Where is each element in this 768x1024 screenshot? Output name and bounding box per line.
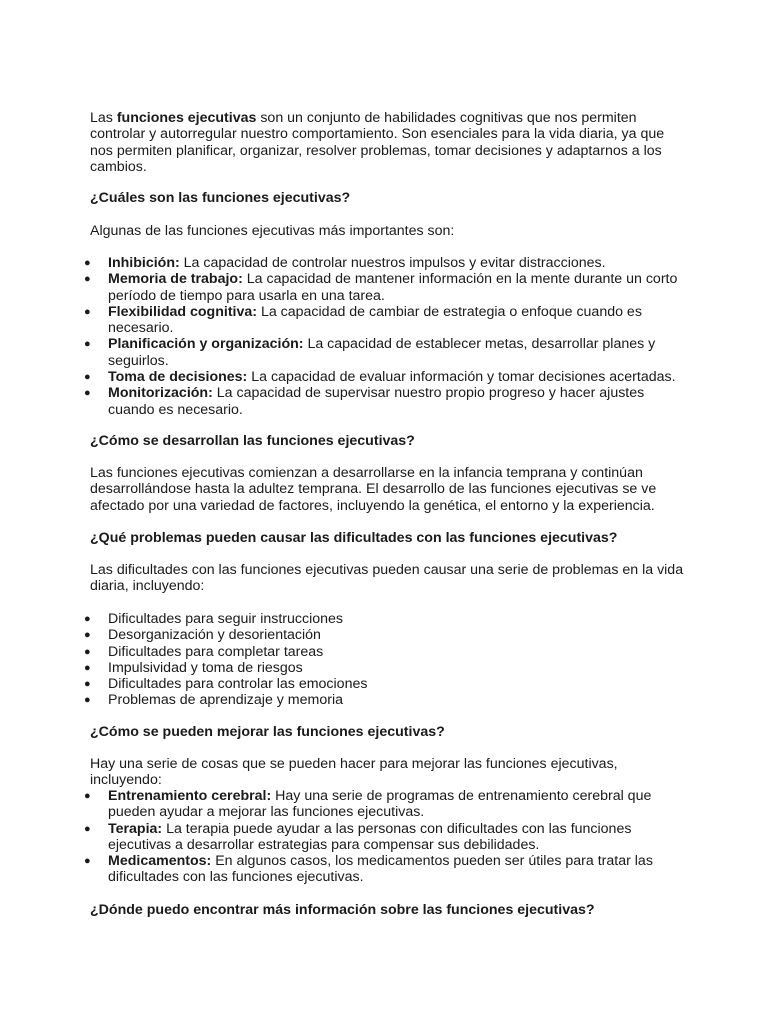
list-item-term: Terapia: [108,820,163,837]
list-item [90,271,688,304]
list-item-text: Hay una serie de programas de entrenamiento cerebral que pueden ayudar a mejorar las funciones ejecutivas. [108,788,652,821]
list-item-term: Flexibilidad cognitiva: [108,303,257,320]
section-lead-mejorar: Hay una serie de cosas que se pueden hacer para mejorar las funciones ejecutivas, incluyendo: [90,756,618,789]
list-item [90,304,688,337]
list-item [90,821,688,854]
list-item-text: En algunos casos, los medicamentos pueden ser útiles para tratar las dificultades con las funciones ejecutivas. [108,853,653,886]
list-item-text: La capacidad de establecer metas, desarrollar planes y seguirlos. [108,336,656,369]
list-item-term: Entrenamiento cerebral: [108,788,272,804]
list-item-text: La capacidad de supervisar nuestro propio progreso y hacer ajustes cuando es necesario. [108,385,645,418]
list-item-text: La capacidad de mantener información en la mente durante un corto período de tiempo para usarla en una tarea. [108,271,678,304]
improvements-list [90,788,688,886]
list-item: ● Desorganización y desorientación [90,627,688,643]
list-item-term: Toma de decisiones: [108,369,248,386]
list-item [90,853,688,886]
intro-paragraph [90,110,688,175]
list-item [90,369,688,385]
list-item-text: La capacidad de controlar nuestros impulsos y evitar distracciones. [179,255,606,271]
list-item-term: Memoria de trabajo: [108,271,243,288]
list-item: ● Dificultades para completar tareas [90,644,688,660]
list-item: ● Impulsividad y toma de riesgos [90,660,688,676]
list-item-term: Monitorización: [108,385,213,402]
problems-list [90,611,688,709]
functions-list [90,255,688,418]
list-item [90,788,688,821]
list-item-term: Inhibición: [108,255,180,271]
section-heading-informacion: ¿Dónde puedo encontrar más información sobre las funciones ejecutivas? [90,902,595,918]
list-item [90,336,688,369]
list-item [90,255,688,271]
section-body-desarrollan: Las funciones ejecutivas comienzan a desarrollarse en la infancia temprana y continúan desarrollándose hasta la adultez temprana. El desarrollo de las funciones ejecutivas se ve afectado por una variedad de factores, incluyendo la genética, el entorno y la experiencia. [90,465,657,514]
section-lead-problemas: Las dificultades con las funciones ejecutivas pueden causar una serie de problemas en la vida diaria, incluyendo: [90,562,684,595]
intro-prefix: Las [90,110,117,126]
list-item [90,385,688,418]
section-heading-problemas: ¿Qué problemas pueden causar las dificultades con las funciones ejecutivas? [90,530,618,546]
list-item: ● Problemas de aprendizaje y memoria [90,692,688,708]
list-item-term: Planificación y organización: [108,336,304,353]
list-item-text: La terapia puede ayudar a las personas con dificultades con las funciones ejecutivas a desarrollar estrategias para compensar sus debilidades. [108,820,632,853]
list-item: ● Dificultades para controlar las emociones [90,676,688,692]
list-item: ● Dificultades para seguir instrucciones [90,611,688,627]
intro-rest: son un conjunto de habilidades cognitivas que nos permiten controlar y autorregular nuestro comportamiento. Son esenciales para la vida diaria, ya que nos permiten planificar, organizar, resolver problemas, tomar decisiones y adaptarnos a los cambios. [90,110,665,175]
section-heading-mejorar: ¿Cómo se pueden mejorar las funciones ejecutivas? [90,724,445,740]
list-item-term: Medicamentos: [108,853,212,870]
list-item-text: La capacidad de evaluar información y tomar decisiones acertadas. [247,369,676,386]
intro-bold-term: funciones ejecutivas [116,110,257,126]
section-heading-cuales: ¿Cuáles son las funciones ejecutivas? [90,190,351,206]
section-heading-desarrollan: ¿Cómo se desarrollan las funciones ejecutivas? [90,433,415,449]
section-lead-cuales: Algunas de las funciones ejecutivas más importantes son: [90,223,455,239]
list-item-text: La capacidad de cambiar de estrategia o enfoque cuando es necesario. [108,303,642,337]
